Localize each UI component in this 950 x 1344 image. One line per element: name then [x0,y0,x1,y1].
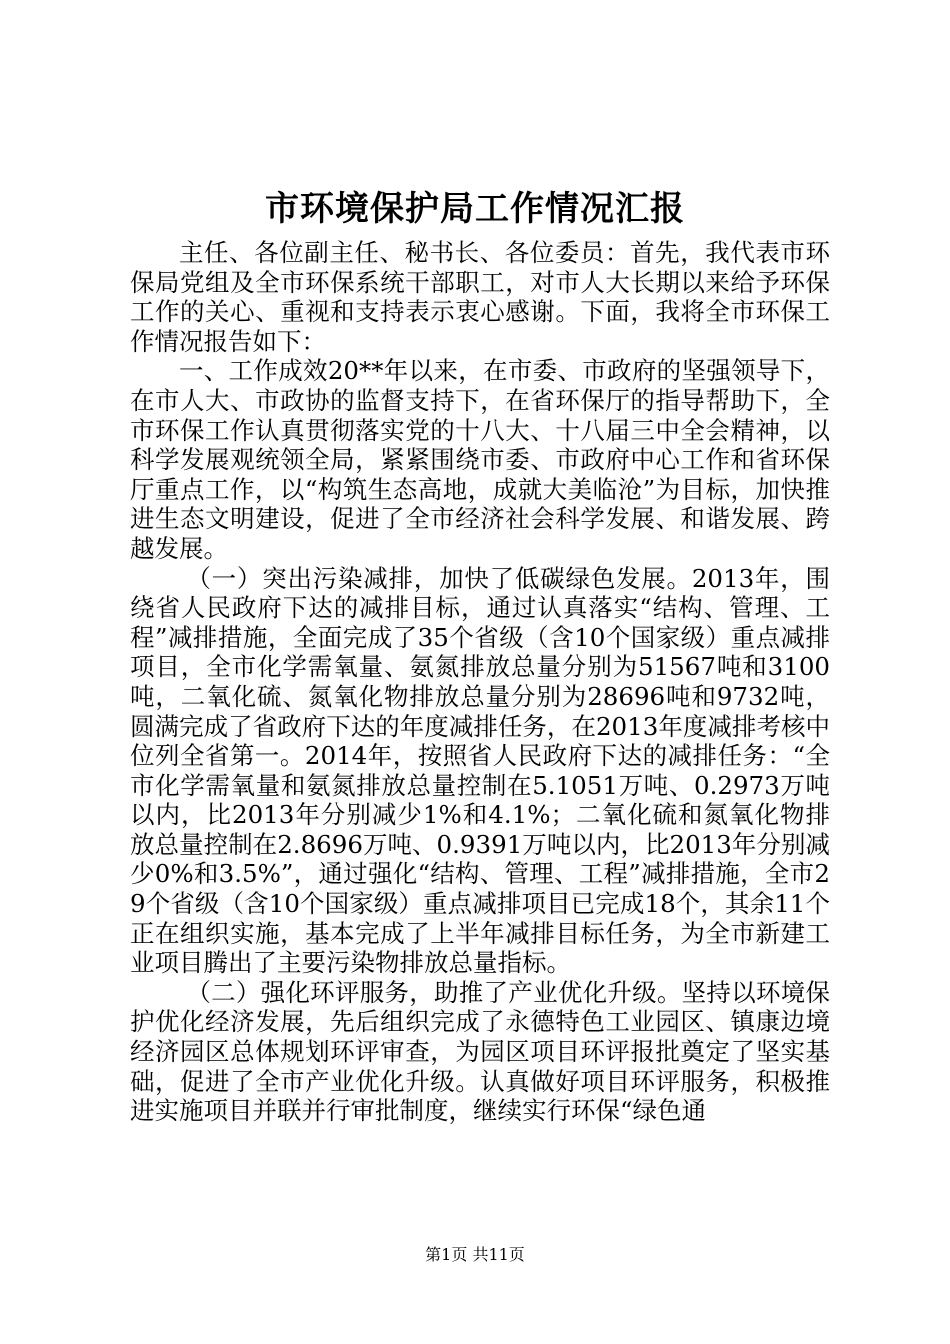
paragraph-achievements: 一、工作成效20**年以来，在市委、市政府的坚强领导下，在市人大、市政协的监督支持下，在省环保厅的指导帮助下，全市环保工作认真贯彻落实党的十八大、十八届三中全会精神，以科学发展观统领全局，紧紧围绕市委、市政府中心工作和省环保厅重点工作，以“构筑生态高地，成就大美临沧”为目标，加快推进生态文明建设，促进了全市经济社会科学发展、和谐发展、跨越发展。 [130,356,830,563]
paragraph-eia-service: （二）强化环评服务，助推了产业优化升级。坚持以环境保护优化经济发展，先后组织完成了永德特色工业园区、镇康边境经济园区总体规划环评审查，为园区项目环评报批奠定了坚实基础，促进了全市产业优化升级。认真做好项目环评服务，积极推进实施项目并联并行审批制度，继续实行环保“绿色通 [130,977,830,1126]
paragraph-emission-reduction: （一）突出污染减排，加快了低碳绿色发展。2013年，围绕省人民政府下达的减排目标，通过认真落实“结构、管理、工程”减排措施，全面完成了35个省级（含10个国家级）重点减排项目，全市化学需氧量、氨氮排放总量分别为51567吨和3100吨，二氧化硫、氮氧化物排放总量分别为28696吨和9732吨，圆满完成了省政府下达的年度减排任务，在2013年度减排考核中位列全省第一。2014年，按照省人民政府下达的减排任务：“全市化学需氧量和氨氮排放总量控制在5.1051万吨、0.2973万吨以内，比2013年分别减少1%和4.1%；二氧化硫和氮氧化物排放总量控制在2.8696万吨、0.9391万吨以内，比2013年分别减少0%和3.5%”，通过强化“结构、管理、工程”减排措施，全市29个省级（含10个国家级）重点减排项目已完成18个，其余11个正在组织实施，基本完成了上半年减排目标任务，为全市新建工业项目腾出了主要污染物排放总量指标。 [130,563,830,978]
page-number-footer: 第1页 共11页 [425,1245,525,1264]
document-title: 市环境保护局工作情况汇报 [265,189,685,229]
document-body [130,238,830,1126]
paragraph-greeting: 主任、各位副主任、秘书长、各位委员：首先，我代表市环保局党组及全市环保系统干部职工，对市人大长期以来给予环保工作的关心、重视和支持表示衷心感谢。下面，我将全市环保工作情况报告如下： [130,238,830,356]
